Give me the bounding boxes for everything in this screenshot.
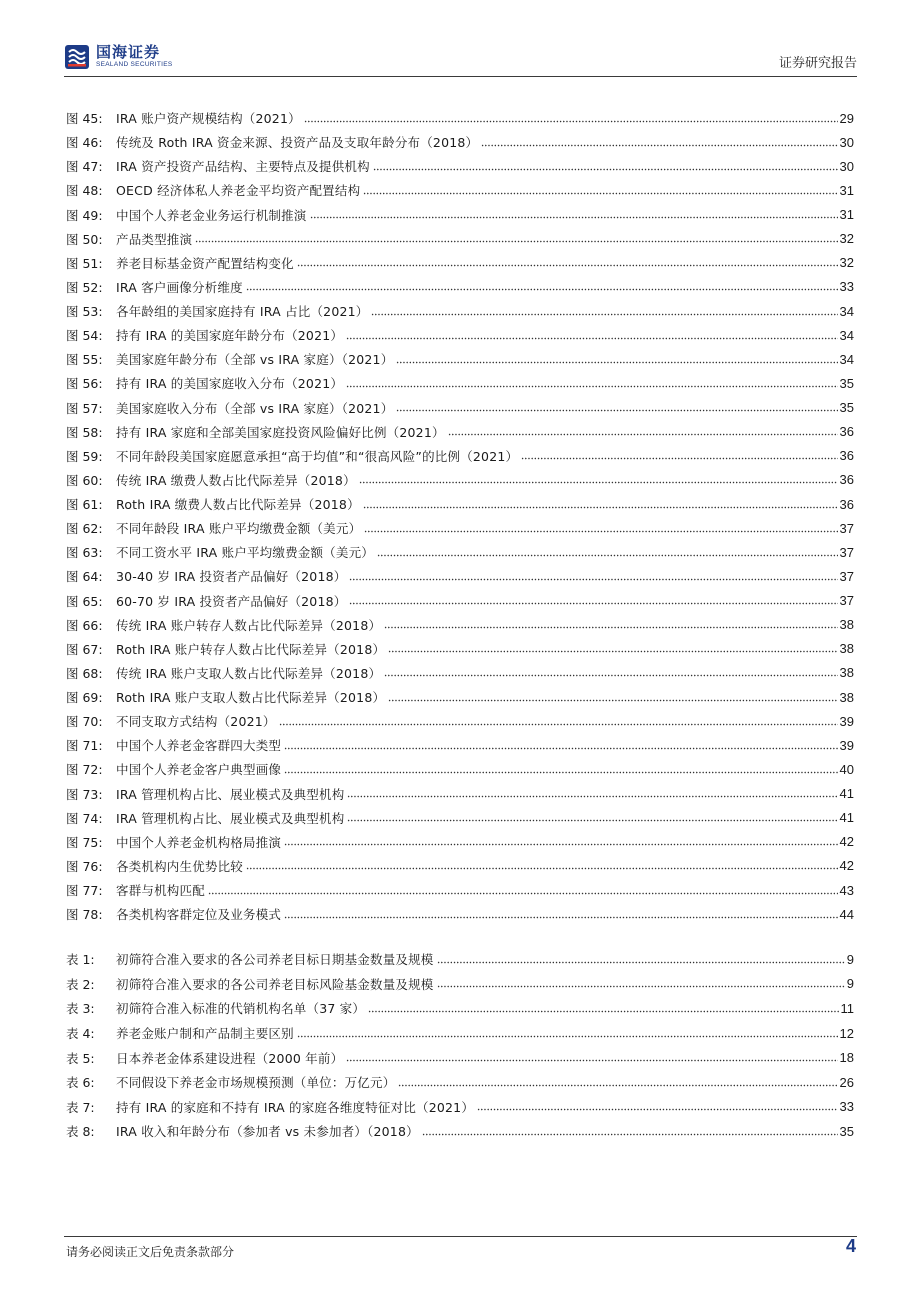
- toc-table-entry[interactable]: [66, 996, 854, 1021]
- dot-leader: [368, 1004, 838, 1013]
- entry-label: 图 47:: [66, 159, 103, 175]
- dot-leader: [310, 210, 838, 219]
- entry-page: 32: [839, 255, 854, 271]
- entry-label: 图 46:: [66, 135, 103, 151]
- entry-page: 44: [839, 906, 854, 922]
- entry-title: IRA 收入和年龄分布（参加者 vs 未参加者）（2018）: [116, 1124, 419, 1140]
- toc-figure-entry[interactable]: [66, 468, 854, 492]
- entry-label: 图 73:: [66, 786, 103, 802]
- entry-title: 初筛符合准入标准的代销机构名单（37 家）: [116, 1001, 366, 1017]
- toc-figure-entry[interactable]: [66, 902, 854, 926]
- entry-label: 图 66:: [66, 617, 103, 633]
- dot-leader: [481, 138, 837, 147]
- dot-leader: [279, 717, 838, 726]
- entry-page: 41: [839, 810, 854, 826]
- toc-figure-entry[interactable]: [66, 540, 854, 564]
- toc-figure-entry[interactable]: [66, 854, 854, 878]
- figure-list: [66, 106, 854, 926]
- entry-label: 图 62:: [66, 521, 103, 537]
- entry-page: 38: [839, 617, 854, 633]
- entry-page: 41: [839, 786, 854, 802]
- entry-title: 各年龄组的美国家庭持有 IRA 占比（2021）: [116, 304, 369, 320]
- entry-label: 表 3:: [66, 1001, 95, 1017]
- toc-figure-entry[interactable]: [66, 444, 854, 468]
- entry-title: 不同年龄段美国家庭愿意承担“高于均值”和“很高风险”的比例（2021）: [116, 448, 519, 464]
- entry-page: 38: [839, 689, 854, 705]
- entry-title: 养老目标基金资产配置结构变化: [116, 255, 294, 271]
- toc-figure-entry[interactable]: [66, 613, 854, 637]
- entry-title: 产品类型推演: [116, 231, 193, 247]
- entry-page: 9: [846, 976, 854, 992]
- entry-page: 35: [839, 400, 854, 416]
- dot-leader: [297, 1029, 838, 1038]
- toc-figure-entry[interactable]: [66, 130, 854, 154]
- entry-page: 38: [839, 665, 854, 681]
- entry-title: 传统 IRA 账户支取人数占比代际差异（2018）: [116, 665, 382, 681]
- table-list: [66, 947, 854, 1144]
- entry-page: 30: [839, 158, 854, 174]
- entry-title: 各类机构客群定位及业务模式: [116, 907, 282, 923]
- entry-page: 40: [839, 761, 854, 777]
- entry-title: IRA 资产投资产品结构、主要特点及提供机构: [116, 159, 370, 175]
- entry-title: 各类机构内生优势比较: [116, 858, 244, 874]
- entry-label: 表 7:: [66, 1099, 95, 1115]
- entry-label: 图 74:: [66, 810, 103, 826]
- dot-leader: [246, 282, 838, 291]
- entry-label: 图 76:: [66, 858, 103, 874]
- entry-page: 39: [839, 737, 854, 753]
- entry-title: 传统 IRA 账户转存人数占比代际差异（2018）: [116, 617, 382, 633]
- toc-figure-entry[interactable]: [66, 637, 854, 661]
- dot-leader: [363, 186, 837, 195]
- toc-figure-entry[interactable]: [66, 275, 854, 299]
- entry-page: 26: [839, 1074, 854, 1090]
- toc-figure-entry[interactable]: [66, 733, 854, 757]
- entry-label: 表 1:: [66, 952, 95, 968]
- entry-label: 图 72:: [66, 762, 103, 778]
- toc-figure-entry[interactable]: [66, 709, 854, 733]
- entry-page: 38: [839, 641, 854, 657]
- entry-page: 32: [839, 231, 854, 247]
- entry-label: 表 4:: [66, 1026, 95, 1042]
- dot-leader: [349, 572, 837, 581]
- entry-label: 图 67:: [66, 641, 103, 657]
- dot-leader: [208, 886, 838, 895]
- entry-label: 图 49:: [66, 207, 103, 223]
- dot-leader: [297, 258, 838, 267]
- entry-page: 42: [839, 834, 854, 850]
- toc-table-entry[interactable]: [66, 1021, 854, 1046]
- dot-leader: [437, 955, 845, 964]
- footer-divider: [64, 1236, 857, 1237]
- dot-leader: [284, 765, 837, 774]
- dot-leader: [373, 162, 838, 171]
- toc-figure-entry[interactable]: [66, 251, 854, 275]
- toc-figure-entry[interactable]: [66, 589, 854, 613]
- entry-label: 图 77:: [66, 883, 103, 899]
- report-type-label: 证券研究报告: [778, 56, 857, 71]
- dot-leader: [195, 234, 837, 243]
- dot-leader: [448, 427, 838, 436]
- entry-title: 传统 IRA 缴费人数占比代际差异（2018）: [116, 472, 356, 488]
- entry-label: 图 75:: [66, 834, 103, 850]
- entry-page: 9: [846, 951, 854, 967]
- disclaimer-text: 请务必阅读正文后免责条款部分: [66, 1245, 235, 1259]
- toc-figure-entry[interactable]: [66, 299, 854, 323]
- entry-title: 美国家庭年龄分布（全部 vs IRA 家庭）（2021）: [116, 352, 394, 368]
- dot-leader: [284, 837, 837, 846]
- toc-table-entry[interactable]: [66, 1119, 854, 1144]
- dot-leader: [384, 668, 837, 677]
- toc-table-entry[interactable]: [66, 1045, 854, 1070]
- toc-figure-entry[interactable]: [66, 203, 854, 227]
- toc-figure-entry[interactable]: [66, 154, 854, 178]
- entry-title: 美国家庭收入分布（全部 vs IRA 家庭）（2021）: [116, 400, 394, 416]
- toc-figure-entry[interactable]: [66, 492, 854, 516]
- dot-leader: [371, 307, 837, 316]
- entry-title: IRA 管理机构占比、展业模式及典型机构: [116, 786, 345, 802]
- dot-leader: [284, 741, 837, 750]
- entry-label: 表 2:: [66, 976, 95, 992]
- toc-figure-entry[interactable]: [66, 396, 854, 420]
- company-name-en: SEALAND SECURITIES: [96, 61, 173, 69]
- entry-label: 图 60:: [66, 472, 103, 488]
- entry-page: 30: [839, 134, 854, 150]
- entry-label: 图 54:: [66, 328, 103, 344]
- entry-title: OECD 经济体私人养老金平均资产配置结构: [116, 183, 361, 199]
- toc-figure-entry[interactable]: [66, 420, 854, 444]
- entry-page: 33: [839, 1099, 854, 1115]
- entry-label: 图 58:: [66, 424, 103, 440]
- entry-label: 图 71:: [66, 738, 103, 754]
- toc-figure-entry[interactable]: [66, 106, 854, 130]
- entry-title: 不同年龄段 IRA 账户平均缴费金额（美元）: [116, 521, 362, 537]
- entry-page: 34: [839, 303, 854, 319]
- dot-leader: [398, 1078, 837, 1087]
- entry-page: 12: [839, 1025, 854, 1041]
- entry-title: Roth IRA 账户支取人数占比代际差异（2018）: [116, 690, 386, 706]
- entry-title: 不同假设下养老金市场规模预测（单位：万亿元）: [116, 1075, 396, 1091]
- entry-title: 持有 IRA 家庭和全部美国家庭投资风险偏好比例（2021）: [116, 424, 445, 440]
- entry-page: 34: [839, 327, 854, 343]
- entry-page: 31: [839, 207, 854, 223]
- entry-page: 37: [839, 568, 854, 584]
- entry-page: 33: [839, 279, 854, 295]
- toc-figure-entry[interactable]: [66, 347, 854, 371]
- entry-label: 图 68:: [66, 665, 103, 681]
- entry-label: 图 59:: [66, 448, 103, 464]
- entry-title: 60-70 岁 IRA 投资者产品偏好（2018）: [116, 593, 347, 609]
- entry-title: Roth IRA 缴费人数占比代际差异（2018）: [116, 497, 360, 513]
- dot-leader: [388, 693, 837, 702]
- entry-label: 图 57:: [66, 400, 103, 416]
- dot-leader: [396, 355, 837, 364]
- entry-page: 34: [839, 351, 854, 367]
- entry-label: 图 64:: [66, 569, 103, 585]
- entry-title: 传统及 Roth IRA 资金来源、投资产品及支取年龄分布（2018）: [116, 135, 479, 151]
- entry-label: 图 45:: [66, 111, 103, 127]
- entry-label: 图 70:: [66, 714, 103, 730]
- entry-page: 37: [839, 520, 854, 536]
- dot-leader: [246, 861, 838, 870]
- entry-title: 养老金账户制和产品制主要区别: [116, 1026, 294, 1042]
- page-header: [64, 40, 857, 76]
- entry-title: 持有 IRA 的家庭和不持有 IRA 的家庭各维度特征对比（2021）: [116, 1099, 475, 1115]
- entry-label: 图 63:: [66, 545, 103, 561]
- toc-figure-entry[interactable]: [66, 830, 854, 854]
- entry-title: 30-40 岁 IRA 投资者产品偏好（2018）: [116, 569, 347, 585]
- entry-page: 18: [839, 1050, 854, 1066]
- dot-leader: [347, 789, 837, 798]
- toc-figure-entry[interactable]: [66, 178, 854, 202]
- toc-figure-entry[interactable]: [66, 371, 854, 395]
- entry-page: 37: [839, 593, 854, 609]
- toc-figure-entry[interactable]: [66, 685, 854, 709]
- dot-leader: [388, 644, 837, 653]
- entry-page: 31: [839, 182, 854, 198]
- entry-title: 不同工资水平 IRA 账户平均缴费金额（美元）: [116, 545, 374, 561]
- toc-table-entry[interactable]: [66, 972, 854, 997]
- entry-label: 图 65:: [66, 593, 103, 609]
- entry-page: 35: [839, 1123, 854, 1139]
- entry-title: IRA 账户资产规模结构（2021）: [116, 111, 301, 127]
- entry-title: IRA 客户画像分析维度: [116, 279, 243, 295]
- page-number: 4: [845, 1236, 856, 1256]
- toc-figure-entry[interactable]: [66, 878, 854, 902]
- toc-figure-entry[interactable]: [66, 661, 854, 685]
- entry-label: 表 6:: [66, 1075, 95, 1091]
- dot-leader: [364, 524, 837, 533]
- dot-leader: [396, 403, 837, 412]
- dot-leader: [437, 979, 845, 988]
- entry-label: 图 51:: [66, 255, 103, 271]
- entry-title: 中国个人养老金机构格局推演: [116, 834, 282, 850]
- entry-title: 不同支取方式结构（2021）: [116, 714, 276, 730]
- dot-leader: [349, 596, 837, 605]
- toc-figure-entry[interactable]: [66, 757, 854, 781]
- toc-table-entry[interactable]: [66, 1070, 854, 1095]
- toc-figure-entry[interactable]: [66, 806, 854, 830]
- entry-title: Roth IRA 账户转存人数占比代际差异（2018）: [116, 641, 386, 657]
- dot-leader: [521, 451, 837, 460]
- company-logo: [64, 43, 173, 71]
- entry-label: 表 8:: [66, 1124, 95, 1140]
- entry-label: 表 5:: [66, 1050, 95, 1066]
- entry-title: 持有 IRA 的美国家庭收入分布（2021）: [116, 376, 344, 392]
- entry-label: 图 78:: [66, 907, 103, 923]
- dot-leader: [422, 1127, 838, 1136]
- entry-title: 日本养老金体系建设进程（2000 年前）: [116, 1050, 344, 1066]
- entry-page: 11: [840, 1000, 854, 1016]
- dot-leader: [359, 475, 838, 484]
- entry-page: 36: [839, 448, 854, 464]
- toc-table-entry[interactable]: [66, 1095, 854, 1120]
- dot-leader: [346, 1053, 837, 1062]
- toc-table-entry[interactable]: [66, 947, 854, 972]
- entry-label: 图 50:: [66, 231, 103, 247]
- toc-figure-entry[interactable]: [66, 564, 854, 588]
- entry-label: 图 61:: [66, 497, 103, 513]
- entry-page: 36: [839, 472, 854, 488]
- dot-leader: [346, 379, 837, 388]
- entry-page: 36: [839, 496, 854, 512]
- entry-title: 中国个人养老金业务运行机制推演: [116, 207, 307, 223]
- entry-label: 图 56:: [66, 376, 103, 392]
- entry-title: 客群与机构匹配: [116, 883, 205, 899]
- entry-label: 图 53:: [66, 304, 103, 320]
- toc-figure-entry[interactable]: [66, 227, 854, 251]
- entry-label: 图 52:: [66, 279, 103, 295]
- sealand-logo-icon: [64, 44, 90, 70]
- toc-figure-entry[interactable]: [66, 782, 854, 806]
- toc-figure-entry[interactable]: [66, 516, 854, 540]
- entry-page: 37: [839, 544, 854, 560]
- company-name-cn: 国海证券: [96, 43, 161, 62]
- header-divider: [64, 76, 857, 77]
- dot-leader: [284, 910, 837, 919]
- dot-leader: [477, 1102, 837, 1111]
- entry-title: 初筛符合准入要求的各公司养老目标日期基金数量及规模: [116, 952, 434, 968]
- entry-page: 39: [839, 713, 854, 729]
- entry-title: 中国个人养老金客群四大类型: [116, 738, 282, 754]
- entry-page: 35: [839, 375, 854, 391]
- dot-leader: [384, 620, 837, 629]
- dot-leader: [347, 813, 837, 822]
- entry-page: 29: [839, 110, 854, 126]
- entry-title: 持有 IRA 的美国家庭年龄分布（2021）: [116, 328, 344, 344]
- entry-page: 42: [839, 858, 854, 874]
- dot-leader: [363, 500, 838, 509]
- entry-title: IRA 管理机构占比、展业模式及典型机构: [116, 810, 345, 826]
- entry-label: 图 55:: [66, 352, 103, 368]
- toc-figure-entry[interactable]: [66, 323, 854, 347]
- entry-title: 中国个人养老金客户典型画像: [116, 762, 282, 778]
- entry-label: 图 69:: [66, 690, 103, 706]
- entry-page: 43: [839, 882, 854, 898]
- entry-label: 图 48:: [66, 183, 103, 199]
- dot-leader: [377, 548, 838, 557]
- entry-page: 36: [839, 424, 854, 440]
- entry-title: 初筛符合准入要求的各公司养老目标风险基金数量及规模: [116, 976, 434, 992]
- dot-leader: [346, 331, 837, 340]
- dot-leader: [304, 114, 838, 123]
